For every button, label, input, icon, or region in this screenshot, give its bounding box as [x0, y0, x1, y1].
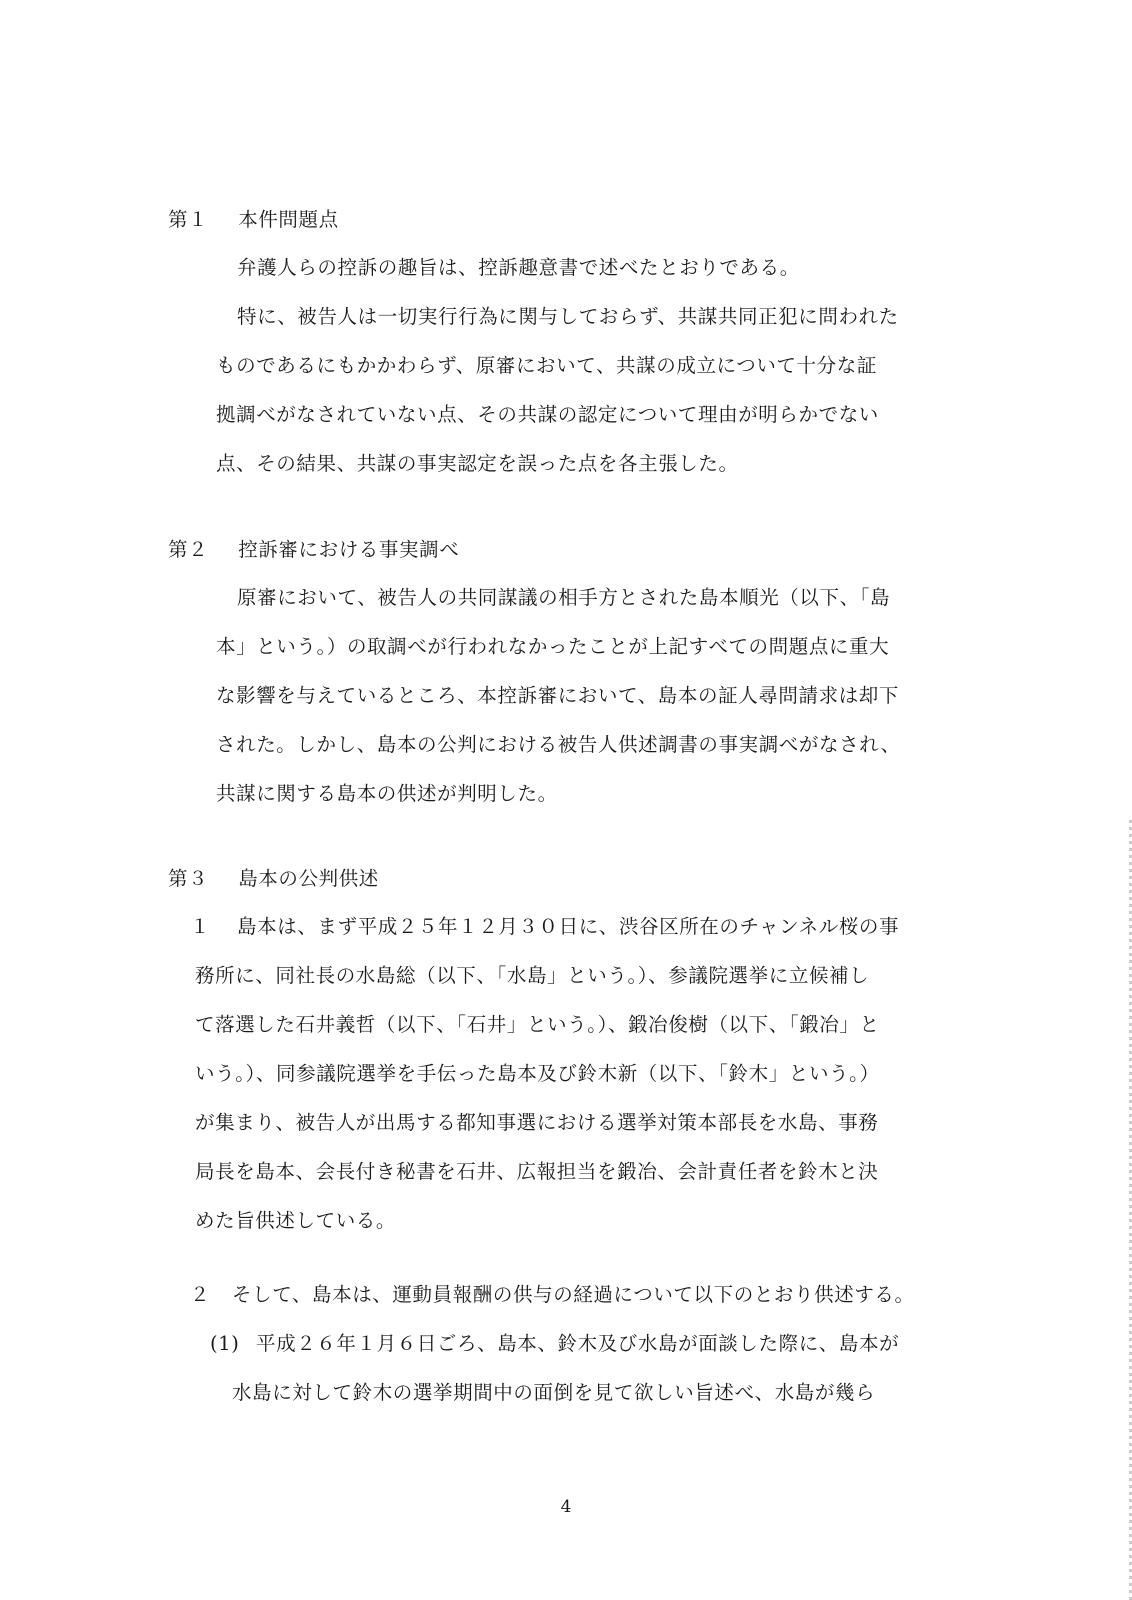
section1-heading: [168, 207, 339, 233]
section2-paragraph-line: 本」という。）の取調べが行われなかったことが上記すべての問題点に重大: [216, 635, 890, 658]
item1-paragraph-line: 局長を島本、会長付き秘書を石井、広報担当を鍛冶、会計責任者を鈴木と決: [195, 1160, 879, 1183]
section2-paragraph-line: された。しかし、島本の公判における被告人供述調書の事実調べがなされ、: [216, 733, 901, 756]
item1-number: １: [190, 915, 211, 938]
subitem1-number: (1): [210, 1332, 240, 1355]
item1-paragraph-line: 務所に、同社長の水島総（以下、「水島」という。）、参議院選挙に立候補し: [195, 964, 870, 987]
item2-paragraph-line: そして、島本は、運動員報酬の供与の経過について以下のとおり供述する。: [232, 1283, 915, 1306]
subitem1-paragraph-line: 水島に対して鈴木の選挙期間中の面倒を見て欲しい旨述べ、水島が幾ら: [232, 1381, 876, 1404]
section3-heading: [168, 866, 379, 892]
section1-paragraph-line: 拠調べがなされていない点、その共謀の認定について理由が明らかでない: [216, 403, 879, 426]
item1-paragraph-line: て落選した石井義哲（以下、「石井」という。）、鍛冶俊樹（以下、「鍛冶」と: [195, 1013, 880, 1036]
section1-paragraph-line: 特に、被告人は一切実行行為に関与しておらず、共謀共同正犯に問われた: [237, 305, 899, 328]
section1-paragraph-line: 弁護人らの控訴の趣旨は、控訴趣意書で述べたとおりである。: [237, 256, 800, 279]
section2-paragraph-line: 共謀に関する島本の供述が判明した。: [216, 782, 558, 805]
section3-heading-title: 島本の公判供述: [238, 867, 379, 890]
item1-paragraph-line: 島本は、まず平成２５年１２月３０日に、渋谷区所在のチャンネル桜の事: [237, 915, 900, 938]
item1-paragraph-line: めた旨供述している。: [195, 1209, 397, 1232]
section2-paragraph-line: な影響を与えているところ、本控訴審において、島本の証人尋問請求は却下: [216, 684, 900, 707]
section1-paragraph-line: ものであるにもかかわらず、原審において、共謀の成立について十分な証: [216, 354, 877, 377]
item1-paragraph-line: が集まり、被告人が出馬する都知事選における選挙対策本部長を水島、事務: [195, 1111, 879, 1134]
section2-paragraph-line: 原審において、被告人の共同謀議の相手方とされた島本順光（以下、「島: [237, 586, 891, 609]
page-number: 4: [560, 1497, 572, 1517]
section2-heading-number: 第２: [168, 538, 209, 561]
section2-heading-title: 控訴審における事実調べ: [238, 538, 460, 561]
item2-number: ２: [190, 1283, 211, 1306]
section1-heading-title: 本件問題点: [238, 208, 339, 231]
section1-heading-number: 第１: [168, 208, 209, 231]
section1-paragraph-line: 点、その結果、共謀の事実認定を誤った点を各主張した。: [216, 452, 739, 475]
subitem1-paragraph-line: 平成２６年１月６日ごろ、島本、鈴木及び水島が面談した際に、島本が: [256, 1332, 900, 1355]
section2-heading: [168, 537, 459, 563]
section3-heading-number: 第３: [168, 867, 209, 890]
item1-paragraph-line: いう。）、同参議院選挙を手伝った島本及び鈴木新（以下、「鈴木」という。）: [195, 1062, 880, 1085]
